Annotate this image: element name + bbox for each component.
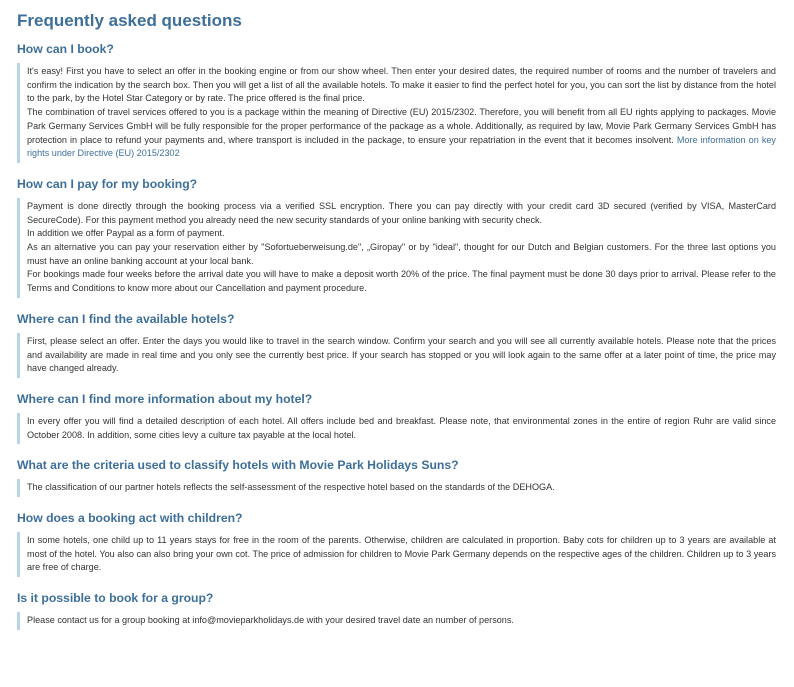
faq-answer bbox=[17, 198, 776, 298]
answer-paragraph-text: The combination of travel services offered to you is a package within the meaning of Directive (EU) 2015/2302. Therefore, you will benefit from all EU rights applying to packages. Movie Park Germany Services GmbH will be fully responsible for the proper performance of the package as a whole. Additionally, as required by law, Movie Park Germany Services GmbH has protection in place to refund your payments and, where transport is included in the package, to ensure your repatriation in the event that it becomes insolvent. bbox=[27, 107, 776, 145]
faq-item-hotel-classification bbox=[17, 444, 776, 497]
faq-question: Is it possible to book for a group? bbox=[17, 591, 214, 606]
faq-item-group-booking bbox=[17, 577, 776, 630]
answer-paragraph: In some hotels, one child up to 11 years stays for free in the room of the parents. Otherwise, children are calculated in proportion. Baby cots for children up to 3 years are available at most of the hotel. You also can also bring your own cot. The price of admission for children to Movie Park Germany depends on the respective ages of the children. Children up to 3 years are free of charge. bbox=[27, 535, 776, 573]
directive-info-link[interactable]: More information on key rights under Directive (EU) 2015/2302 bbox=[27, 134, 776, 159]
answer-paragraph: It's easy! First you have to select an offer in the booking engine or from our show wheel. Then enter your desired dates, the required number of rooms and the number of travelers and confirm the indication by the search box. Then you will get a list of all the available hotels. To make it easier to find the perfect hotel for you, you can sort the list by distance from the hotel to the park, by the Hotel Star Category or by rate. The price offered is the final price. bbox=[27, 66, 776, 104]
answer-paragraph: The classification of our partner hotels reflects the self-assessment of the respective hotel based on the standards of the DEHOGA. bbox=[27, 482, 555, 493]
faq-item-payment bbox=[17, 163, 776, 298]
faq-question: How does a booking act with children? bbox=[17, 511, 243, 526]
faq-question: Where can I find the available hotels? bbox=[17, 311, 235, 326]
answer-paragraph: In addition we offer Paypal as a form of payment. bbox=[27, 228, 225, 239]
faq-answer bbox=[17, 63, 776, 163]
answer-paragraph-with-link bbox=[27, 106, 776, 161]
page-title: Frequently asked questions bbox=[17, 11, 242, 30]
faq-answer bbox=[17, 612, 776, 630]
faq-question: Where can I find more information about my hotel? bbox=[17, 391, 313, 406]
faq-item-how-to-book bbox=[17, 33, 776, 163]
faq-answer bbox=[17, 532, 776, 577]
faq-item-available-hotels bbox=[17, 298, 776, 378]
faq-question: How can I pay for my booking? bbox=[17, 176, 198, 191]
faq-question: How can I book? bbox=[17, 42, 114, 56]
faq-question: What are the criteria used to classify hotels with Movie Park Holidays Suns? bbox=[17, 458, 459, 473]
answer-paragraph: In every offer you will find a detailed description of each hotel. All offers include bed and breakfast. Please note, that environmental zones in the entire of region Ruhr are valid since October 2008. In addition, some cities levy a culture tax payable at the local hotel. bbox=[27, 415, 776, 440]
answer-paragraph: First, please select an offer. Enter the days you would like to travel in the search window. Confirm your search and you will see all currently available hotels. Please note that the prices and availability are made in real time and you only see the currently best price. If your search has stopped or you will look again to the same offer at a later point of time, the price may have changed already. bbox=[27, 335, 776, 374]
answer-paragraph: For bookings made four weeks before the arrival date you will have to make a deposit worth 20% of the price. The final payment must be done 30 days prior to arrival. Please refer to the Terms and Conditions to know more about our Cancellation and payment procedure. bbox=[27, 269, 776, 294]
faq-item-hotel-information bbox=[17, 378, 776, 444]
answer-paragraph: Please contact us for a group booking at info@movieparkholidays.de with your desired travel date an number of persons. bbox=[27, 615, 514, 626]
faq-answer bbox=[17, 413, 776, 444]
faq-answer bbox=[17, 479, 776, 497]
answer-paragraph: As an alternative you can pay your reservation either by "Sofortueberweisung.de", „Giropay" or by "ideal", thought for our Dutch and Belgian customers. For the three last options you must have an online banking account at your local bank. bbox=[27, 242, 776, 266]
answer-paragraph: Payment is done directly through the booking process via a verified SSL encryption. There you can pay directly with your credit card 3D secured (verified by VISA, MasterCard SecureCode). For this payment method you already need the new security standards of your online banking with security check. bbox=[27, 200, 776, 225]
faq-answer bbox=[17, 333, 776, 378]
faq-item-children bbox=[17, 497, 776, 577]
